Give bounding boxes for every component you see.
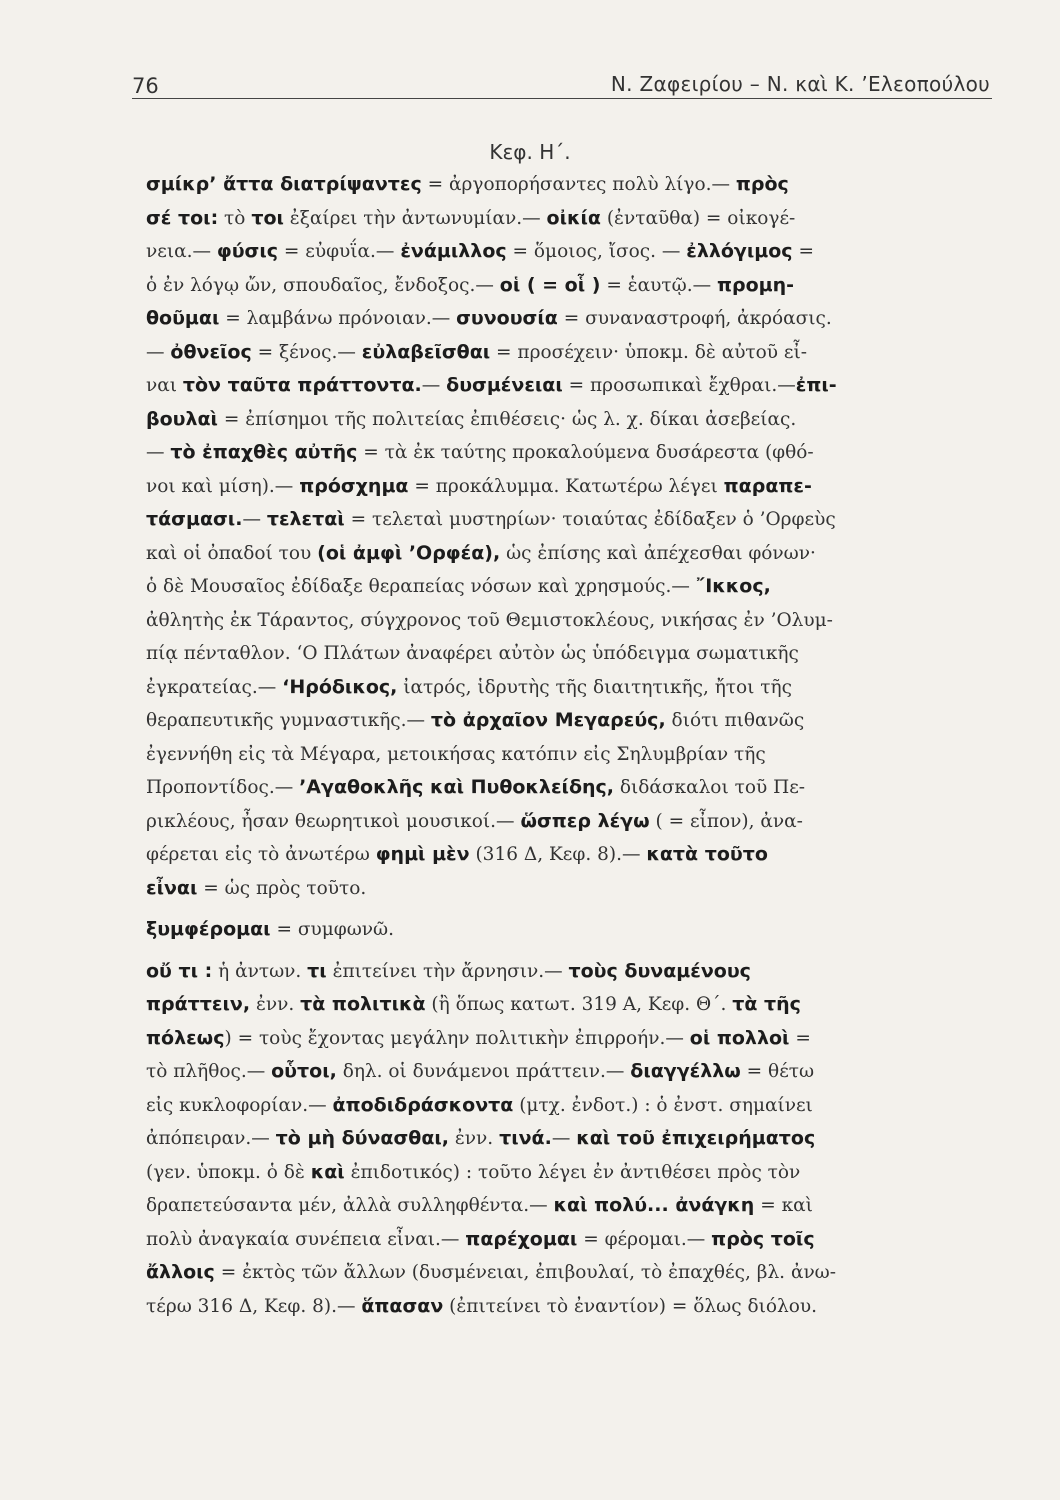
lemma-term: εἶναι [146,876,198,899]
gloss-text: = [792,241,814,262]
text-line [146,403,1002,437]
lemma-term: τὸ ἀρχαῖον Μεγαρεύς, [430,709,666,731]
paragraph-gap [146,905,1002,913]
gloss-text: = προκάλυμμα. Κατωτέρω λέγει [408,475,724,497]
gloss-text: θεραπευτικῆς γυμναστικῆς.— [146,710,431,731]
gloss-text: εἰς κυκλοφορίαν.— [146,1094,333,1116]
text-line [146,604,1002,638]
gloss-text: δηλ. οἱ δυνάμενοι πράττειν.— [336,1061,631,1082]
lemma-term: συνουσία [456,307,558,329]
text-line [146,1022,1002,1056]
lemma-term: τὸ μὴ δύνασθαι, [275,1127,449,1149]
gloss-text: — [146,442,171,463]
gloss-text: = συναναστροφή, ἀκρόασις. [557,308,832,329]
lemma-term: ῎Ικκος, [695,575,771,597]
gloss-text: πολὺ ἀναγκαία συνέπεια εἶναι.— [146,1228,466,1250]
gloss-text: ἰατρός, ἱδρυτὴς τῆς διαιτητικῆς, ἤτοι τῆς [397,676,792,698]
text-line [146,955,1002,989]
lemma-term: ἐπι- [795,374,837,396]
gloss-text: ) = τοὺς ἔχοντας μεγάλην πολιτικὴν ἐπιρροήν.— [224,1027,690,1049]
lemma-term: καὶ πολύ... ἀνάγκη [553,1194,755,1216]
text-line [146,671,1002,705]
gloss-text: διότι πιθανῶς [665,710,805,731]
gloss-text: τὸ [218,207,252,229]
gloss-text: (μτχ. ἐνδοτ.) : ὁ ἐνστ. σημαίνει [513,1094,813,1116]
text-line [146,805,1002,839]
text-line [146,168,1002,202]
gloss-text: Προποντίδος.— [146,777,300,798]
gloss-text: — [146,341,171,363]
text-line [146,302,1002,336]
text-line [146,570,1002,604]
text-line [146,771,1002,805]
gloss-text: = ἐπίσημοι τῆς πολιτείας ἐπιθέσεις· ὡς λ. χ. δίκαι ἀσεβείας. [217,408,797,430]
lemma-term: τὸν ταῦτα πράττοντα. [182,374,422,396]
lemma-term: παρέχομαι [465,1227,578,1250]
text-line [146,637,1002,671]
gloss-text: διδάσκαλοι τοῦ Πε- [614,777,806,798]
gloss-text: δραπετεύσαντα μέν, ἀλλὰ συλληφθέντα.— [146,1195,554,1216]
text-line [146,1156,1002,1190]
gloss-text: = ὅμοιος, ἴσος. — [506,241,687,262]
gloss-text: (ἐπιτείνει τὸ ἐναντίον) = ὅλως διόλου. [443,1295,817,1317]
lemma-term: οὔ τι : [146,959,213,982]
chapter-title: Κεφ. Η΄. [489,140,571,164]
text-line [146,1089,1002,1123]
gloss-text: πίᾳ πένταθλον. ‘Ο Πλάτων ἀναφέρει αὐτὸν ὡς ὑπόδειγμα σωματικῆς [146,643,799,664]
lemma-term: ὥσπερ λέγω [520,809,650,832]
text-line [146,1122,1002,1156]
lemma-term: τὸ ἐπαχθὲς αὐτῆς [170,441,358,463]
gloss-text: ἐνν. [449,1128,500,1149]
running-header [132,62,992,99]
gloss-text: ἀπόπειραν.— [146,1128,276,1149]
gloss-text: καὶ οἱ ὀπαδοί του [146,542,318,564]
text-line [146,738,1002,772]
lemma-term: ἅπασαν [361,1294,444,1317]
lemma-term: τὰ τῆς [732,993,801,1015]
gloss-text: ἐγκρατείας.— [146,676,283,698]
lemma-term: καὶ [310,1160,345,1183]
lemma-term: κατὰ τοῦτο [646,843,768,865]
gloss-text: (ἐνταῦθα) = οἰκογέ- [600,207,796,229]
commentary-text [146,168,1002,1323]
lemma-term: τάσμασι. [146,508,243,530]
lemma-term: τι [307,959,327,982]
text-line [146,988,1002,1022]
gloss-text: ναι [146,375,183,396]
gloss-text: — [551,1128,577,1149]
lemma-term: πράττειν, [146,993,251,1015]
text-line [146,704,1002,738]
gloss-text: ἐξαίρει τὴν ἀντωνυμίαν.— [283,207,547,229]
gloss-text: = εὐφυΐα.— [278,241,401,262]
gloss-text: = ὡς πρὸς τοῦτο. [197,877,367,899]
text-line [146,369,1002,403]
lemma-term: εὐλαβεῖσθαι [361,340,491,363]
gloss-text: = τὰ ἐκ ταύτης προκαλούμενα δυσάρεστα (φθό- [357,442,814,463]
gloss-text: — [421,375,447,396]
lemma-term: πρὸς τοῖς [711,1227,815,1250]
text-line [146,1256,1002,1290]
text-line [146,269,1002,303]
gloss-text: = τελεταὶ μυστηρίων· τοιαύτας ἐδίδαξεν ὁ ’Ορφεὺς [344,509,836,530]
gloss-text: ρικλέους, ἦσαν θεωρητικοὶ μουσικοί.— [146,810,521,832]
lemma-term: θοῦμαι [146,307,220,329]
gloss-text: = [789,1027,811,1049]
lemma-term: ἐλλόγιμος [686,240,793,262]
text-line [146,1055,1002,1089]
lemma-term: σμίκρ’ ἄττα διατρίψαντες [146,173,422,195]
lemma-term: πρόσχημα [299,474,409,497]
gloss-text: ἐπιτείνει τὴν ἄρνησιν.— [326,960,569,982]
page-number: 76 [132,74,159,98]
text-line [146,503,1002,537]
lemma-term: ἀποδιδράσκοντα [332,1093,514,1116]
gloss-text: ἐπιδοτικός) : τοῦτο λέγει ἐν ἀντιθέσει πρὸς τὸν [344,1161,801,1183]
lemma-term: ‘Ηρόδικος, [282,675,398,698]
gloss-text: νοι καὶ μίση).— [146,475,300,497]
lemma-term: σέ τοι: [146,206,219,229]
lemma-term: τὰ πολιτικὰ [300,993,426,1015]
gloss-text: ( = εἶπον), ἀνα- [649,810,803,832]
gloss-text: = προσωπικαὶ ἔχθραι.— [562,375,796,396]
text-line [146,436,1002,470]
gloss-text: (ἢ ὅπως κατωτ. 319 Α, Κεφ. Θ΄. [425,994,733,1015]
text-line [146,1189,1002,1223]
lemma-term: τελεταὶ [266,508,345,530]
text-line [146,913,1002,947]
gloss-text: τέρω 316 Δ, Κεφ. 8).— [146,1295,362,1317]
gloss-text: ἐνν. [250,994,301,1015]
lemma-term: οἰκία [546,206,601,229]
gloss-text: = καὶ [754,1195,813,1216]
text-line [146,838,1002,872]
lemma-term: ξυμφέρομαι [146,918,271,940]
gloss-text: = ἐκτὸς τῶν ἄλλων (δυσμένειαι, ἐπιβουλαί, τὸ ἐπαχθές, βλ. ἀνω- [214,1262,837,1283]
lemma-term: τοι [251,206,284,229]
gloss-text: ὁ δὲ Μουσαῖος ἐδίδαξε θεραπείας νόσων καὶ χρησμούς.— [146,576,696,597]
gloss-text: ἐγεννήθη εἰς τὰ Μέγαρα, μετοικήσας κατόπιν εἰς Σηλυμβρίαν τῆς [146,743,766,765]
text-line [146,1290,1002,1324]
text-line [146,537,1002,571]
lemma-term: οἱ πολλοὶ [689,1026,790,1049]
text-line [146,872,1002,906]
lemma-term: ἄλλοις [146,1261,215,1283]
text-line [146,235,1002,269]
gloss-text: ἀθλητὴς ἐκ Τάραντος, σύγχρονος τοῦ Θεμιστοκλέους, νικήσας ἐν ’Ολυμ- [146,609,833,631]
lemma-term: ’Αγαθοκλῆς καὶ Πυθοκλείδης, [299,776,614,798]
gloss-text: ἡ ἀντων. [212,960,308,982]
lemma-term: τινά. [499,1127,552,1149]
gloss-text: = συμφωνῶ. [270,919,394,940]
gloss-text: = ἑαυτῷ.— [600,274,717,296]
text-line [146,202,1002,236]
lemma-term: πόλεως [146,1026,225,1049]
gloss-text: τὸ πλῆθος.— [146,1061,272,1082]
lemma-term: ὀθνεῖος [170,340,252,363]
lemma-term: βουλαὶ [146,407,218,430]
gloss-text: (γεν. ὑποκμ. ὁ δὲ [146,1161,311,1183]
lemma-term: οἱ ( = οἷ ) [499,273,601,296]
gloss-text: = φέρομαι.— [577,1228,712,1250]
text-line [146,470,1002,504]
text-line [146,336,1002,370]
header-authors: Ν. Ζαφειρίου – Ν. καὶ Κ. ’Ελεοπούλου [610,72,990,96]
lemma-term: οὗτοι, [271,1060,337,1082]
gloss-text: = θέτω [740,1061,815,1082]
lemma-term: τοὺς δυναμένους [568,959,751,982]
lemma-term: καὶ τοῦ ἐπιχειρήματος [576,1127,816,1149]
gloss-text: = λαμβάνω πρόνοιαν.— [219,308,457,329]
lemma-term: φύσις [216,240,278,262]
lemma-term: προμη- [716,273,795,296]
lemma-term: ἐνάμιλλος [400,240,507,262]
gloss-text: — [242,509,267,530]
lemma-term: (οἱ ἀμφὶ ’Ορφέα), [317,541,501,564]
gloss-text: νεια.— [146,241,217,262]
lemma-term: φημὶ μὲν [375,843,470,865]
gloss-text: = ἀργοπορήσαντες πολὺ λίγο.— [421,174,736,195]
lemma-term: δυσμένειαι [446,374,563,396]
gloss-text: = ξένος.— [251,341,362,363]
paragraph-gap [146,947,1002,955]
gloss-text: φέρεται εἰς τὸ ἀνωτέρω [146,844,376,865]
lemma-term: πρὸς [735,173,789,195]
gloss-text: (316 Δ, Κεφ. 8).— [469,844,647,865]
gloss-text: ὡς ἐπίσης καὶ ἀπέχεσθαι φόνων· [500,542,816,564]
lemma-term: παραπε- [723,474,812,497]
gloss-text: = προσέχειν· ὑποκμ. δὲ αὐτοῦ εἶ- [490,341,808,363]
text-line [146,1223,1002,1257]
lemma-term: διαγγέλλω [630,1060,741,1082]
gloss-text: ὁ ἐν λόγῳ ὤν, σπουδαῖος, ἔνδοξος.— [146,274,500,296]
